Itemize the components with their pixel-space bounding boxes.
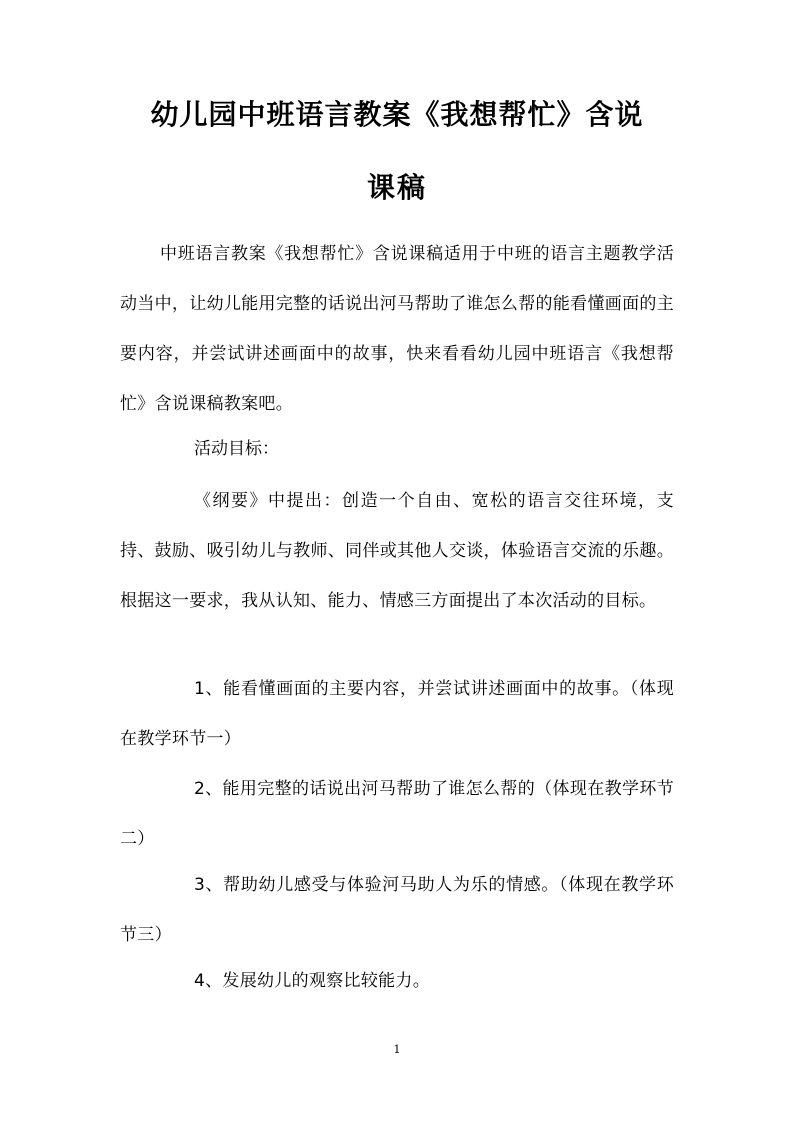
intro-paragraph: 中班语言教案《我想帮忙》含说课稿适用于中班的语言主题教学活动当中，让幼儿能用完整的话说出河马帮助了谁怎么帮的能看懂画面的主要内容，并尝试讲述画面中的故事，快来看看幼儿园中班语言《我想帮忙》含说课稿教案吧。	[120, 244, 674, 414]
document-title-line-1: 幼儿园中班语言教案《我想帮忙》含说	[150, 98, 644, 131]
goal-item-2: 2、能用完整的话说出河马帮助了谁怎么帮的（体现在教学环节二）	[120, 779, 674, 849]
document-title-line-2: 课稿	[366, 171, 427, 204]
page-number: 1	[393, 1043, 401, 1056]
section-heading: 活动目标：	[194, 439, 279, 459]
goal-item-1: 1、能看懂画面的主要内容，并尝试讲述画面中的故事。（体现在教学环节一）	[120, 679, 674, 749]
goal-item-4: 4、发展幼儿的观察比较能力。	[194, 971, 431, 991]
outline-paragraph: 《纲要》中提出：创造一个自由、宽松的语言交往环境，支持、鼓励、吸引幼儿与教师、同伴或其他人交谈，体验语言交流的乐趣。根据这一要求，我从认知、能力、情感三方面提出了本次活动的目标。	[120, 491, 674, 611]
goal-item-3: 3、帮助幼儿感受与体验河马助人为乐的情感。（体现在教学环节三）	[120, 875, 674, 945]
